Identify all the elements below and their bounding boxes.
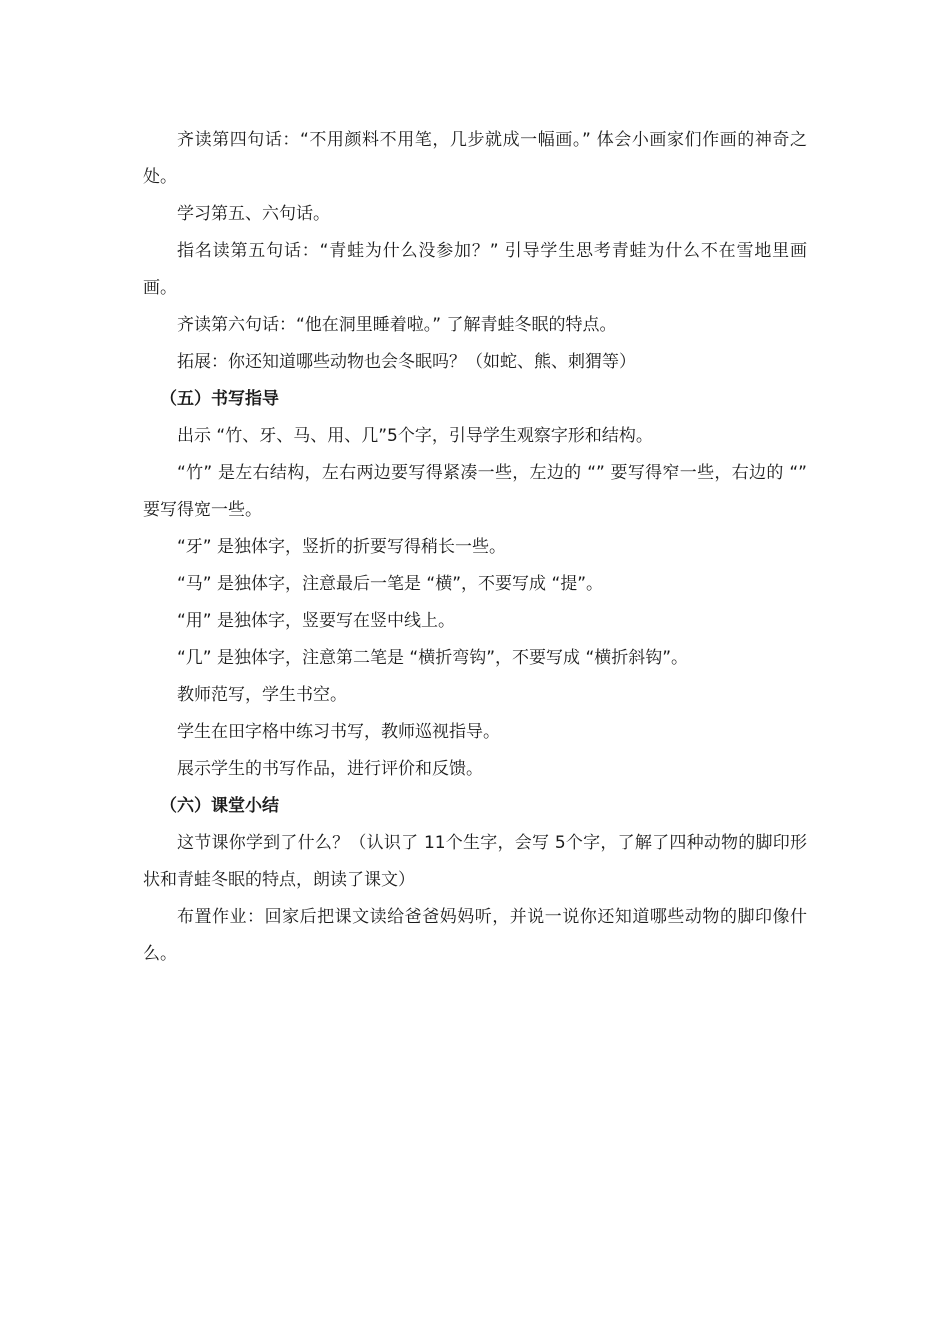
paragraph-show-work: 展示学生的书写作品，进行评价和反馈。 (177, 759, 483, 779)
paragraph-teacher-demo: 教师范写，学生书空。 (177, 685, 347, 705)
section-heading-summary: （六）课堂小结 (160, 796, 279, 816)
section-heading-writing-guidance: （五）书写指导 (160, 389, 279, 409)
paragraph-read-sixth-sentence: 齐读第六句话：“他在洞里睡着啦。” 了解青蛙冬眠的特点。 (177, 315, 617, 335)
document-body (143, 122, 807, 973)
paragraph-show-characters: 出示 “竹、牙、马、用、几”5个字，引导学生观察字形和结构。 (177, 426, 653, 446)
paragraph-char-ya: “牙” 是独体字，竖折的折要写得稍长一些。 (177, 537, 507, 557)
paragraph-char-ji: “几” 是独体字，注意第二笔是 “横折弯钩”，不要写成 “横折斜钩”。 (177, 648, 689, 668)
paragraph-char-yong: “用” 是独体字，竖要写在竖中线上。 (177, 611, 456, 631)
paragraph-read-fourth-sentence: 齐读第四句话：“不用颜料不用笔，几步就成一幅画。” 体会小画家们作画的神奇之处。 (143, 130, 807, 187)
paragraph-learn-fifth-sixth: 学习第五、六句话。 (177, 204, 330, 224)
paragraph-char-ma: “马” 是独体字，注意最后一笔是 “横”，不要写成 “提”。 (177, 574, 604, 594)
paragraph-homework: 布置作业：回家后把课文读给爸爸妈妈听，并说一说你还知道哪些动物的脚印像什么。 (143, 907, 807, 964)
paragraph-practice: 学生在田字格中练习书写，教师巡视指导。 (177, 722, 500, 742)
paragraph-summary-question: 这节课你学到了什么？（认识了 11个生字，会写 5个字，了解了四种动物的脚印形状和青蛙冬眠的特点，朗读了课文） (143, 833, 807, 890)
paragraph-read-fifth-sentence: 指名读第五句话：“青蛙为什么没参加？” 引导学生思考青蛙为什么不在雪地里画画。 (143, 241, 807, 298)
paragraph-char-zhu: “竹” 是左右结构，左右两边要写得紧凑一些，左边的 “” 要写得窄一些，右边的 “” 要写得宽一些。 (143, 463, 807, 520)
paragraph-extension: 拓展：你还知道哪些动物也会冬眠吗？（如蛇、熊、刺猬等） (177, 352, 636, 372)
